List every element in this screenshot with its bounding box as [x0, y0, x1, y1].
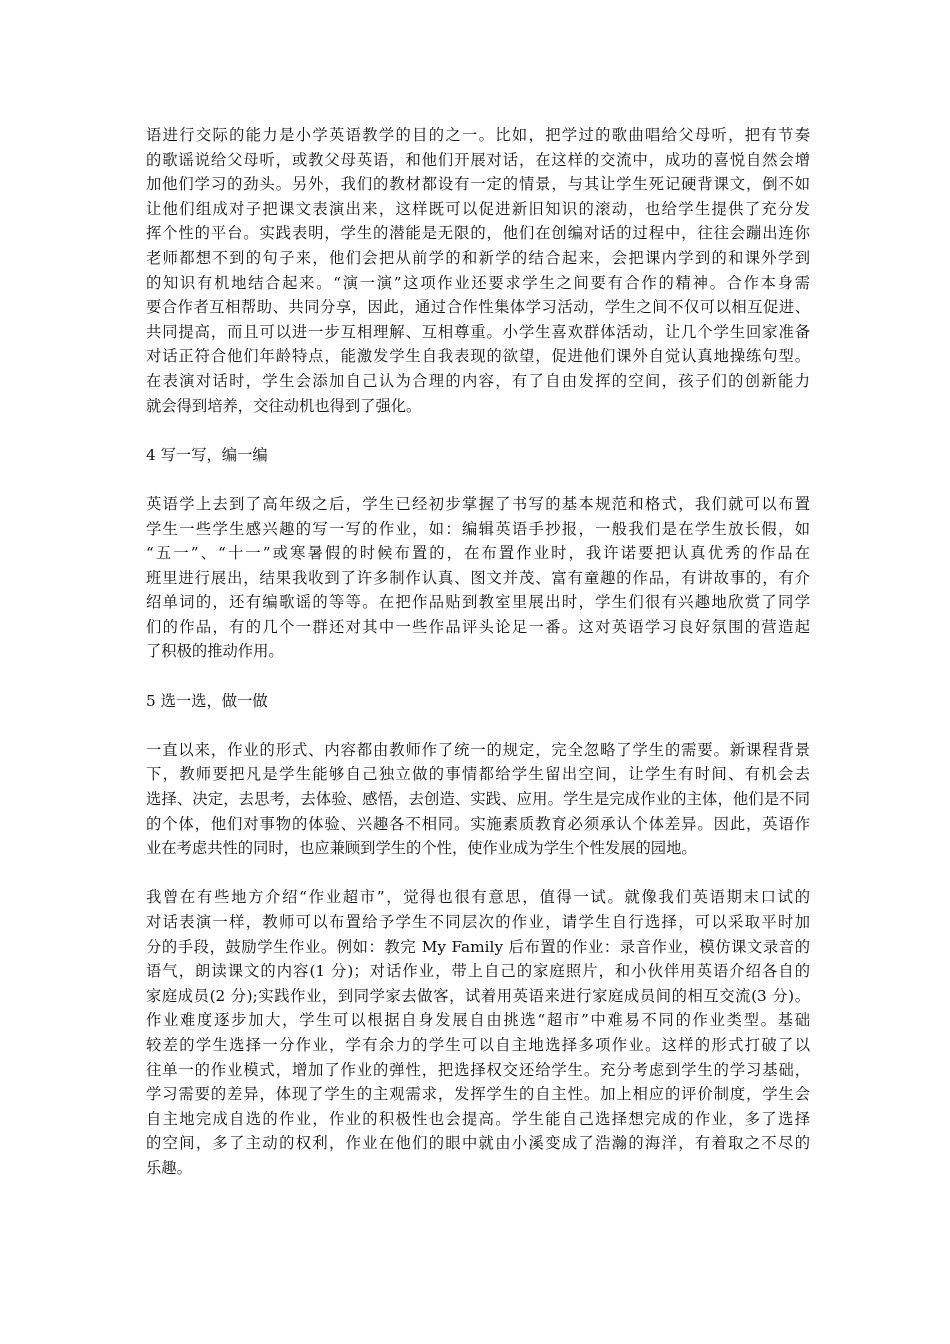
paragraph-line: 的知识有机地结合起来。“演一演”这项作业还要求学生之间要有合作的精神。合作本身需	[146, 273, 810, 292]
paragraph-gap	[146, 713, 810, 738]
paragraph-line: 语进行交际的能力是小学英语教学的目的之一。比如，把学过的歌曲唱给父母听，把有节奏	[146, 126, 810, 144]
paragraph-line: 乐趣。	[146, 1158, 192, 1177]
paragraph-line: 学习需要的差异，体现了学生的主观需求，发挥学生的自主性。加上相应的评价制度，学生会	[146, 1085, 810, 1104]
paragraph-line: 语气，朗读课文的内容(1 分)；对话作业，带上自己的家庭照片，和小伙伴用英语介绍各自的	[146, 962, 810, 981]
paragraph-line: 选择、决定，去思考，去体验、感悟，去创造、实践、应用。学生是完成作业的主体，他们是不同	[146, 790, 810, 809]
paragraph-line: 下，教师要把凡是学生能够自己独立做的事情都给学生留出空间，让学生有时间、有机会去	[146, 765, 810, 784]
paragraph-line: 较差的学生选择一分作业，学有余力的学生可以自主地选择多项作业。这样的形式打破了以	[146, 1035, 810, 1054]
paragraph-line: 对话正符合他们年龄特点，能激发学生自我表现的欲望，促进他们课外自觉认真地操练句型。	[146, 347, 810, 366]
paragraph-line: 的空间，多了主动的权利，作业在他们的眼中就由小溪变成了浩瀚的海洋，有着取之不尽的	[146, 1134, 810, 1153]
paragraph-line: 就会得到培养，交往动机也得到了强化。	[146, 396, 422, 415]
paragraph-gap	[146, 418, 810, 443]
paragraph-line: 的个体，他们对事物的体验、兴趣各不相同。实施素质教育必须承认个体差异。因此，英语作	[146, 814, 810, 833]
paragraph-line: “五一”、“十一”或寒暑假的时候布置的，在布置作业时，我许诺要把认真优秀的作品在	[146, 544, 810, 563]
paragraph-line: 业在考虑共性的同时，也应兼顾到学生的个性，使作业成为学生个性发展的园地。	[146, 839, 697, 858]
section-heading-4: 4 写一写，编一编	[146, 445, 268, 464]
paragraph-line: 自主地完成自选的作业，作业的积极性也会提高。学生能自己选择想完成的作业，多了选择	[146, 1109, 810, 1128]
paragraph-line: 往单一的作业模式，增加了作业的弹性，把选择权交还给学生。充分考虑到学生的学习基础，	[146, 1060, 810, 1079]
paragraph-1	[146, 123, 810, 418]
section-heading-5: 5 选一选，做一做	[146, 691, 268, 710]
document-page	[146, 123, 810, 1181]
paragraph-line: 挥个性的平台。实践表明，学生的潜能是无限的，他们在创编对话的过程中，往往会蹦出连你	[146, 224, 810, 243]
paragraph-3	[146, 738, 810, 861]
paragraph-line: 学生一些学生感兴趣的写一写的作业，如：编辑英语手抄报，一般我们是在学生放长假，如	[146, 519, 810, 538]
paragraph-line: 我曾在有些地方介绍“作业超市”，觉得也很有意思，值得一试。就像我们英语期末口试的	[146, 888, 810, 907]
paragraph-line: 绍单词的，还有编歌谣的等等。在把作品贴到教室里展出时，学生们很有兴趣地欣赏了同学	[146, 593, 810, 612]
paragraph-gap	[146, 664, 810, 689]
paragraph-4	[146, 885, 810, 1180]
paragraph-line: 了积极的推动作用。	[146, 642, 284, 661]
paragraph-line: 老师都想不到的句子来，他们会把从前学的和新学的结合起来，会把课内学到的和课外学到	[146, 248, 810, 267]
paragraph-line: 共同提高，而且可以进一步互相理解、互相尊重。小学生喜欢群体活动，让几个学生回家准备	[146, 322, 810, 341]
paragraph-line: 一直以来，作业的形式、内容都由教师作了统一的规定，完全忽略了学生的需要。新课程背景	[146, 740, 810, 759]
paragraph-line: 分的手段，鼓励学生作业。例如：教完 My Family 后布置的作业：录音作业，模仿课文录音的	[146, 937, 810, 956]
paragraph-line: 在表演对话时，学生会添加自己认为合理的内容，有了自由发挥的空间，孩子们的创新能力	[146, 371, 810, 390]
paragraph-line: 班里进行展出，结果我收到了许多制作认真、图文并茂、富有童趣的作品，有讲故事的，有介	[146, 568, 810, 587]
paragraph-line: 的歌谣说给父母听，或教父母英语，和他们开展对话，在这样的交流中，成功的喜悦自然会增	[146, 150, 810, 169]
paragraph-line: 们的作品，有的几个一群还对其中一些作品评头论足一番。这对英语学习良好氛围的营造起	[146, 617, 810, 636]
paragraph-line: 让他们组成对子把课文表演出来，这样既可以促进新旧知识的滚动，也给学生提供了充分发	[146, 199, 810, 218]
paragraph-line: 作业难度逐步加大，学生可以根据自身发展自由挑选“超市”中难易不同的作业类型。基础	[146, 1011, 810, 1030]
paragraph-2	[146, 492, 810, 664]
paragraph-gap	[146, 467, 810, 492]
paragraph-line: 家庭成员(2 分);实践作业，到同学家去做客，试着用英语来进行家庭成员间的相互交流(3 分)。	[146, 986, 810, 1005]
paragraph-gap	[146, 861, 810, 886]
paragraph-line: 加他们学习的劲头。另外，我们的教材都设有一定的情景，与其让学生死记硬背课文，倒不如	[146, 175, 810, 194]
paragraph-line: 对话表演一样，教师可以布置给予学生不同层次的作业，请学生自行选择，可以采取平时加	[146, 913, 810, 931]
paragraph-line: 英语学上去到了高年级之后，学生已经初步掌握了书写的基本规范和格式，我们就可以布置	[146, 494, 810, 513]
paragraph-line: 要合作者互相帮助、共同分享，因此，通过合作性集体学习活动，学生之间不仅可以相互促进、	[146, 298, 810, 317]
